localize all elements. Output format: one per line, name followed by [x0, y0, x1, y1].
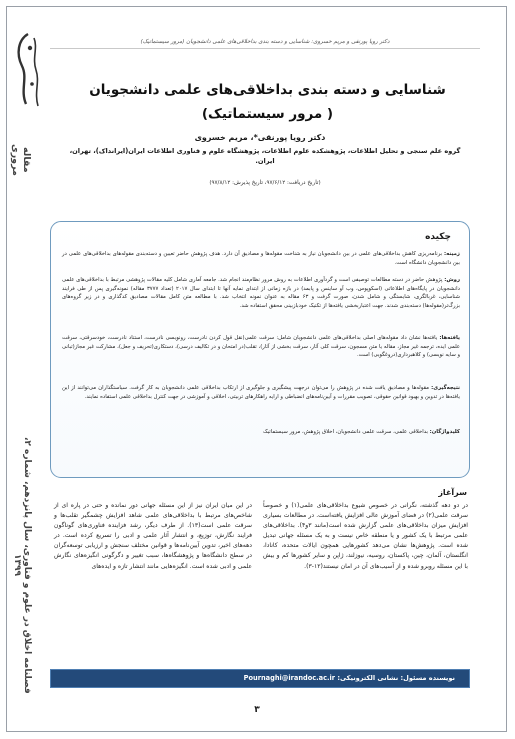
- page-number: ۳: [254, 705, 260, 715]
- journal-logo: [8, 28, 48, 114]
- abstract-findings: [62, 334, 460, 360]
- affiliation-line-1: گروه علم سنجی و تحلیل اطلاعات، پژوهشکده علوم اطلاعات، پژوهشگاه علوم و فناوری اطلاعات ایران(ایرانداک)، تهران،: [69, 147, 461, 155]
- corresponding-author-bar: نویسنده مسئول: نشانی الکترونیکی: Pournaghi@irandoc.ac.ir: [50, 669, 470, 688]
- title-line-2: ( مرور سیستماتیک): [201, 106, 334, 122]
- findings-text: یافته‌ها نشان داد مقوله‌های اصلی بداخلاقی‌های علمی دانشجویان شامل: سرقت علمی(نقل قول کردن نادرست، رونویسی نادرست، استناد نادرست، خودسرقتی، سرقت علمی ایده، ترجمه غیر مجاز، مقاله یا متن مسجون، سرقت کلی آثار، سرقت بخشی از آثار)، تقلب(در امتحان و در تکالیف درسی)، دستکاری(تحریف و جعل)، مشارکت غیر مجاز(تبانی و سایه نویسی) و کلاهبرداری(دروغگویی) است.: [62, 335, 460, 359]
- abstract-keywords: [62, 428, 460, 437]
- journal-citation-label: فصلنامه اخلاق در علوم و فناوری، سال پانزدهم، شماره ۲، ۱۳۹۹: [12, 436, 32, 694]
- section-heading: سرآغاز: [438, 488, 467, 497]
- affiliation: [60, 146, 470, 166]
- received-accepted-dates: (تاریخ دریافت: ۹۷/۶/۱۲، تاریخ پذیرش: ۹۷/۸/۱۲): [209, 180, 321, 186]
- keywords-text: بداخلاقی علمی، سرقت علمی دانشجویان، اخلاق پژوهش، مرور سیستماتیک: [262, 429, 428, 435]
- method-label: روش:: [444, 277, 460, 283]
- running-header: دکتر رویا پورنقی و مریم خسروی: شناسایی و دسته بندی بداخلاقی‌های علمی دانشجویان (مرور سیستماتیک): [140, 39, 390, 45]
- affiliation-line-2: ایران.: [255, 157, 275, 165]
- background-label: زمینه:: [444, 251, 460, 257]
- article-title: [60, 78, 475, 126]
- abstract-method: [62, 276, 460, 310]
- title-line-1: شناسایی و دسته بندی بداخلاقی‌های علمی دانشجویان: [89, 82, 446, 98]
- conclusion-text: مقوله‌ها و مصادیق یافت شده در پژوهش را می‌توان درجهت پیشگیری و جلوگیری از ارتکاب بداخلاقی علمی دانشجویان به کار گرفت. سیاستگذاران می‌توانند از این یافته‌ها در تدوین و بهبود قوانین حقوقی، تصویب مقررات و آیین‌نامه‌های انضباطی و ارایه راهکارهای تربیتی، اخلاقی و آموزشی در جهت کنترل بداخلاقی علمی استفاده نمایند.: [62, 385, 460, 400]
- authors: دکتر رویا پورنقی*، مریم خسروی: [194, 133, 326, 142]
- keywords-label: کلیدواژگان:: [429, 429, 460, 435]
- method-text: پژوهش حاضر در دسته مطالعات توصیفی است و گردآوری اطلاعات به روش مرور نظام‌مند انجام شد. جامعه آماری شامل کلیه مقالات پژوهشی مرتبط با بداخلاقی‌های علمی دانشجویان در پایگاه‌های اطلاعاتی (اسکوپوس، وب آو ساینس و پابمد) در بازه زمانی از ابتدای نمایه آنها تا ابتدای سال ۲۰۱۷ (تعداد ۳۷۷۷ مقاله) نمونه‌گیری پس از طی فرایند شناسایی، غربالگری، شایستگی و شامل شدن، صورت گرفت و ۶۳ مقاله به عنوان نمونه انتخاب شد. با مطالعه متن کامل مقالات مصادیق کدگذاری و در زیر گروه‌های بزرگ‌تر(مقوله‌ها) دسته‌بندی شدند. جهت اعتباربخشی یافته‌ها از تکنیک خودبازبینی محقق استفاده شد.: [62, 277, 460, 309]
- abstract-background: [62, 250, 460, 267]
- body-column-left: در این میان ایران نیز از این مسئله جهانی دور نمانده و حتی در پاره ای از شاخص‌های مرتبط با بداخلاقی‌های علمی شاهد افزایش چشمگیر تقلب‌ها و سرقت علمی است(۱۳). از طرف دیگر، رشد فزاینده فناوری‌های گوناگون فرایند نگارش، توزیع، و انتشار آثار علمی و ادبی را تسریع کرده است. در دهه‌های اخیر، تدوین آیین‌نامه‌ها و قوانین مختلف سنجش و ارزیابی توسعه‌گران در سطح دانشگاه‌ها و پژوهشگاه‌ها، سبب تغییر و دگرگونی انگیزه‌های نگارش علمی و ادبی شده است. انگیزه‌هایی مانند انتشار تازه و ایده‌های: [54, 502, 252, 570]
- abstract-heading: چکیده: [425, 232, 451, 242]
- findings-label: یافته‌ها:: [439, 335, 460, 341]
- article-type-label: مقاله مروری: [10, 144, 32, 176]
- conclusion-label: نتیجه‌گیری:: [431, 385, 460, 391]
- body-column-right: در دو دهه گذشته، نگرانی در خصوص شیوع بداخلاقی‌های علمی(۱) و خصوصاً سرقت علمی(۲) در فضای آموزش عالی افزایش یافته‌است. در مطالعات بسیاری افزایش میزان بداخلاقی‌های علمی گزارش شده است(مانند ۳و۴). بداخلاقی‌های علمی مرتبط با یک کشور و یا منطقه خاص نیست و به یک مسئله جهانی تبدیل شده است. پژوهش‌ها نشان می‌دهد کشورهایی همچون ایالات متحده، کانادا، انگلستان، آلمان، چین، پاکستان، روسیه، نیوزلند، ژاپن و سایر کشورها کم و بیش با این مسئله روبرو شده و از آسیب‌های آن در امان نیستند(۱۲-۳).: [263, 502, 468, 570]
- header-divider: [50, 48, 480, 49]
- background-text: برنامه‌ریزی کاهش بداخلاقی‌های علمی در بین دانشجویان نیاز به شناخت مقوله‌ها و مصادیق آن دارد. هدف پژوهش حاضر تعیین و دسته‌بندی مقوله‌های بداخلاقی‌های علمی در بین دانشجویان دانشگاه است.: [62, 251, 460, 266]
- abstract-conclusion: [62, 384, 460, 401]
